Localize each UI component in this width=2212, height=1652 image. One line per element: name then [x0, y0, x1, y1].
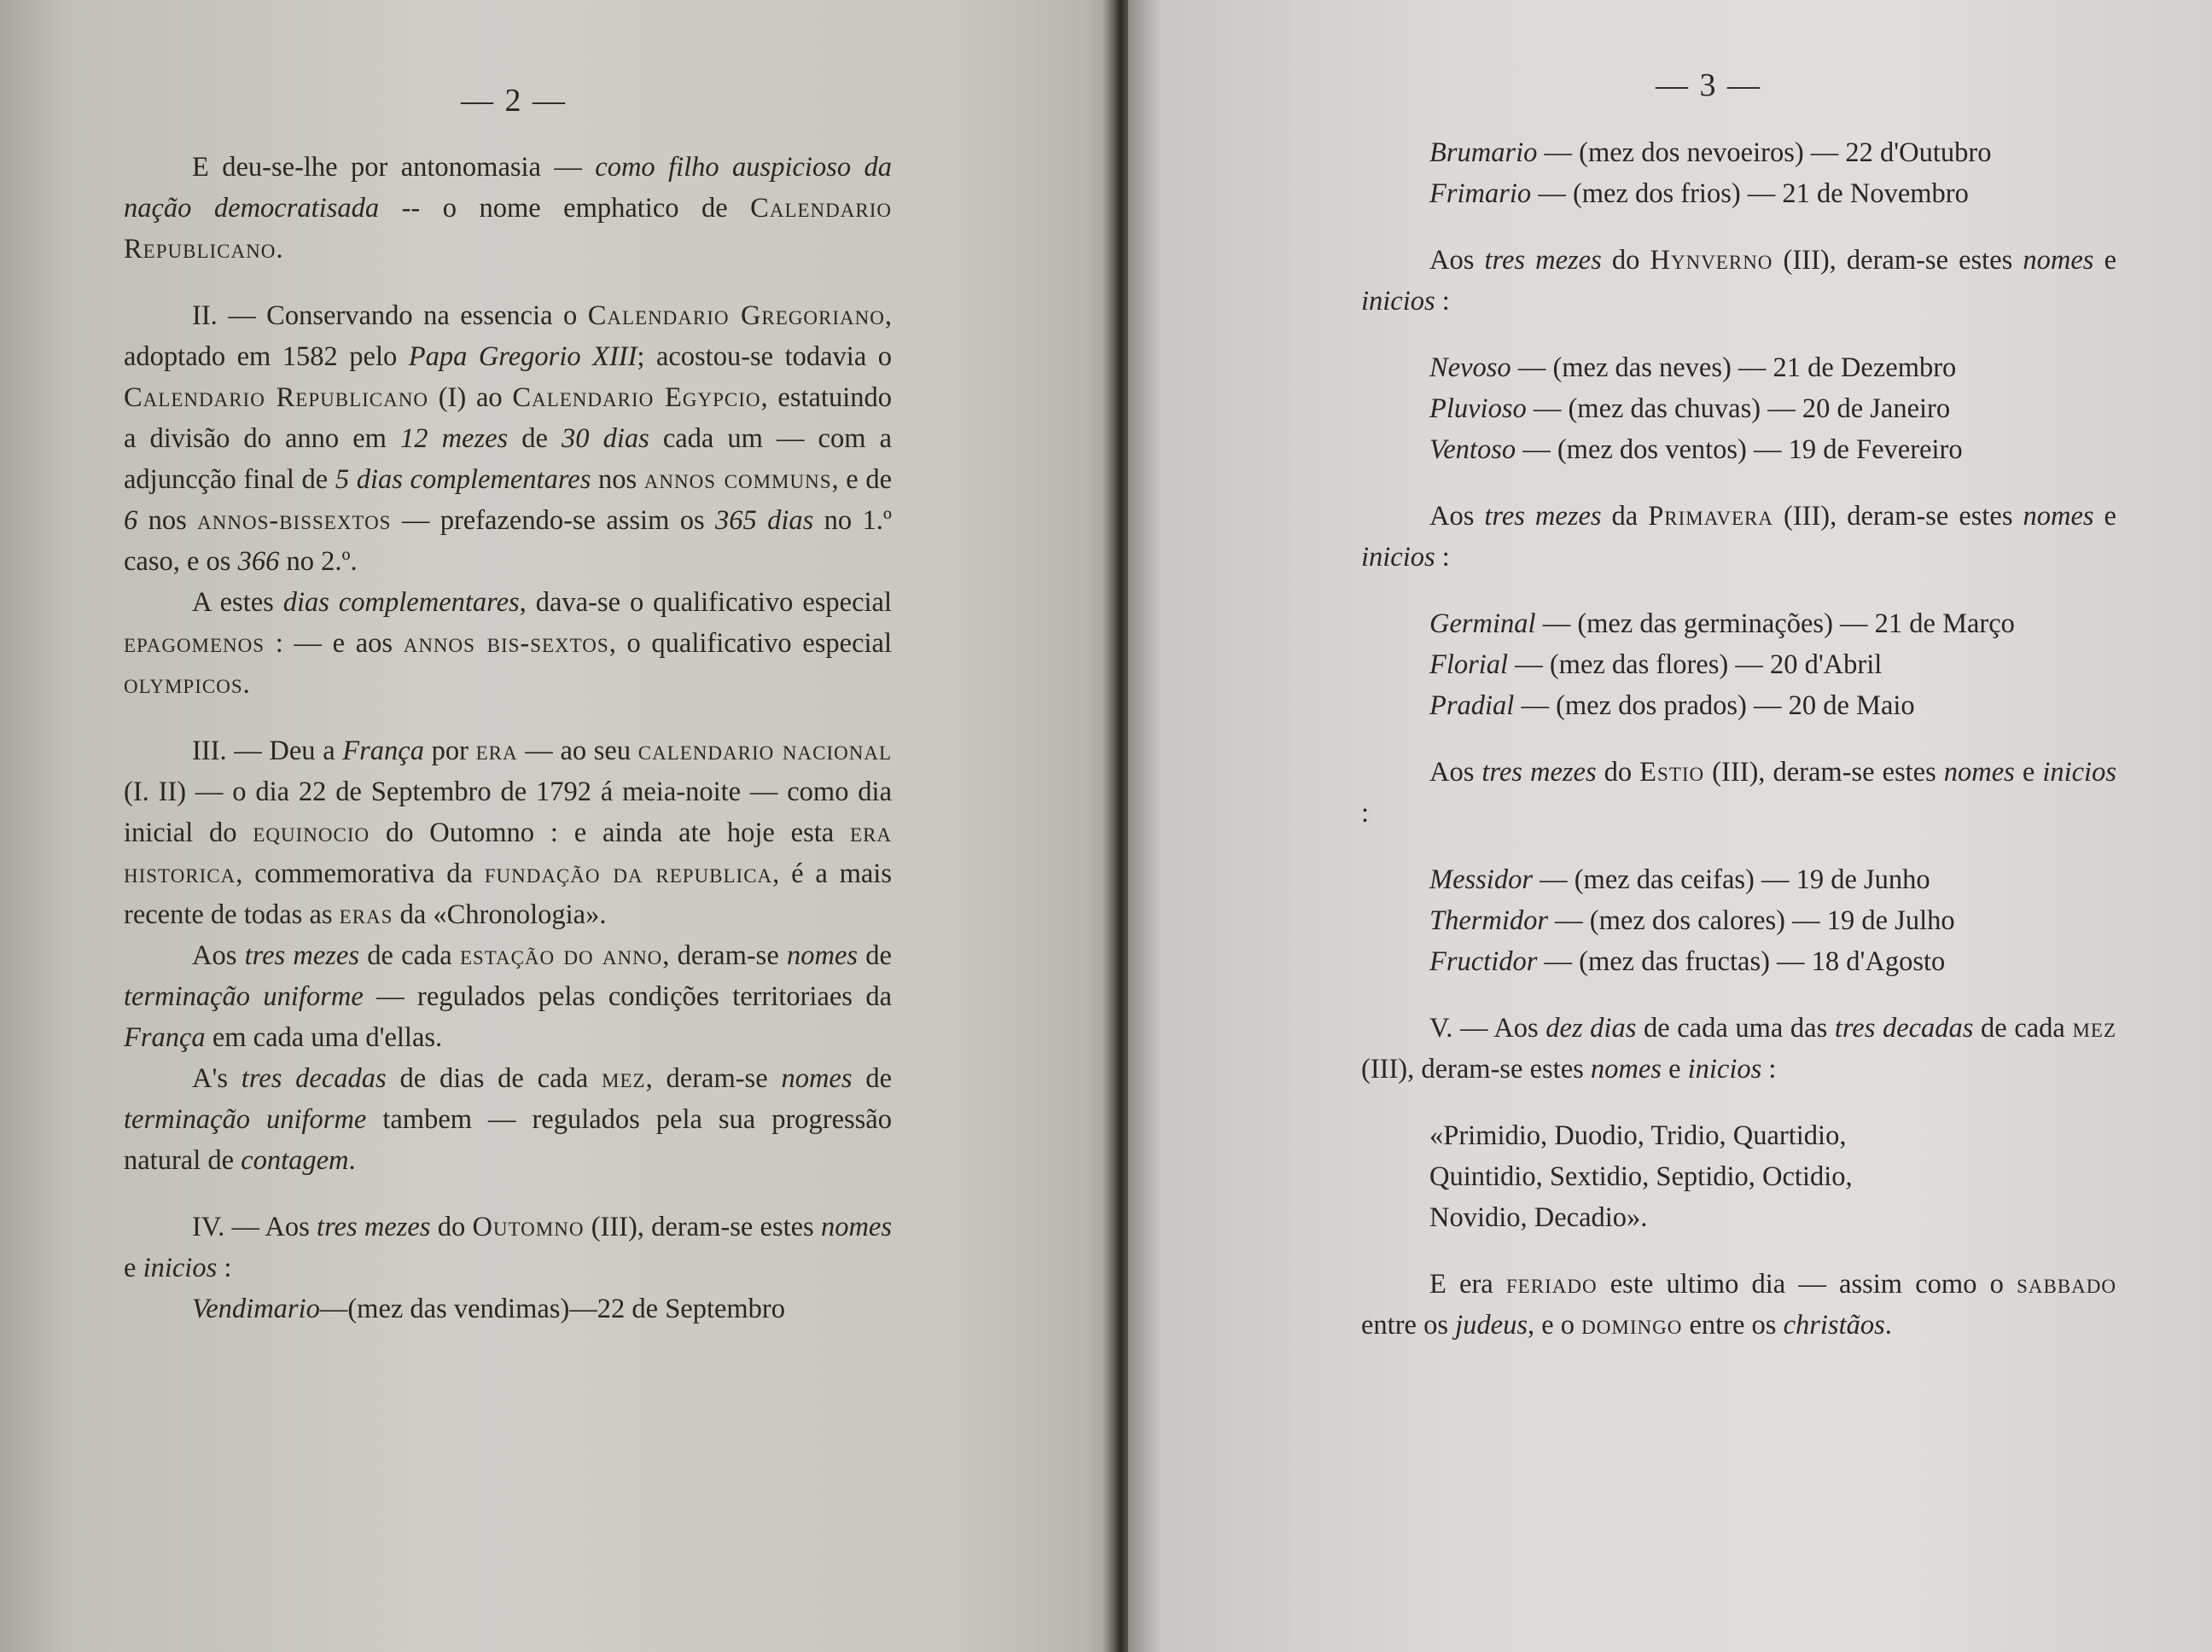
month-line [1429, 132, 2116, 173]
text-run: — (mez dos ventos) — 19 de Fevereiro [1516, 434, 1963, 465]
paragraph-intro [124, 147, 892, 270]
italic-text-run: nomes [820, 1212, 892, 1242]
italic-text-run: nomes [2023, 245, 2094, 276]
text-run: : — e aos [265, 628, 404, 659]
small-caps-text-run: Hynverno [1650, 245, 1773, 276]
small-caps-text-run: Calendario Egypcio [512, 382, 761, 413]
italic-text-run: Pradial [1429, 690, 1515, 721]
text-run: e [2093, 501, 2116, 532]
italic-text-run: Germinal [1429, 608, 1536, 639]
month-line [1429, 388, 2116, 429]
italic-text-run: terminação uniforme [124, 1104, 367, 1135]
italic-text-run: tres mezes [1484, 501, 1602, 532]
text-run: Aos [1429, 757, 1482, 788]
text-run: A's [192, 1063, 242, 1094]
italic-text-run: 6 [124, 505, 138, 536]
italic-text-run: tres decadas [1834, 1013, 1974, 1044]
italic-text-run: 5 dias complementares [335, 464, 591, 495]
page-number: — 3 — [1656, 67, 1761, 103]
text-run: . [276, 234, 283, 265]
text-run: tambem — regulados pela sua progressão natural de [124, 1104, 892, 1176]
text-run: II. — Conservando na essencia o [192, 300, 588, 331]
small-caps-text-run: calendario nacional [637, 736, 892, 766]
italic-text-run: terminação uniforme [124, 981, 364, 1012]
text-run: nos [137, 505, 198, 536]
text-run: : [1761, 1054, 1777, 1085]
month-line [1429, 603, 2116, 644]
text-run: — prefazendo-se assim os [391, 505, 715, 536]
small-caps-text-run: Primavera [1648, 501, 1773, 532]
text-run: em cada uma d'ellas. [205, 1022, 443, 1053]
italic-text-run: França [124, 1022, 206, 1053]
paragraph-section-ii [124, 295, 892, 582]
italic-text-run: Nevoso [1429, 352, 1511, 383]
text-run: — (mez dos nevoeiros) — 22 d'Outubro [1537, 137, 1992, 168]
italic-text-run: tres decadas [241, 1063, 387, 1094]
text-run: — (mez das ceifas) — 19 de Junho [1532, 864, 1930, 895]
text-run: e [2014, 757, 2043, 788]
small-caps-text-run: annos-bissextos [197, 505, 392, 536]
text-run: , é a mais recente de todas as [124, 858, 892, 930]
italic-text-run: dias complementares [282, 587, 520, 618]
italic-text-run: inicios [1361, 286, 1435, 317]
text-run: de cada [1973, 1013, 2073, 1044]
text-run: — (mez das germinações) — 21 de Março [1535, 608, 2015, 639]
text-run: , adoptado em 1582 pelo [124, 300, 892, 372]
text-run: — (mez dos frios) — 21 de Novembro [1531, 178, 1969, 209]
italic-text-run: França [342, 736, 424, 766]
italic-text-run: dez dias [1545, 1013, 1637, 1044]
small-caps-text-run: feriado [1505, 1269, 1598, 1300]
text-run: IV. — Aos [192, 1212, 317, 1242]
text-run: do [1601, 245, 1650, 276]
italic-text-run: inicios [143, 1253, 218, 1283]
text-run: Aos [1429, 245, 1485, 276]
month-line [1429, 644, 2116, 685]
text-run: da «Chronologia». [393, 899, 607, 930]
text-run: (I) ao [428, 382, 513, 413]
italic-text-run: Frimario [1429, 178, 1532, 209]
text-run: , e de [831, 464, 892, 495]
italic-text-run: nomes [2023, 501, 2094, 532]
decade-days-line: Novidio, Decadio». [1429, 1202, 1648, 1233]
italic-text-run: 366 [237, 546, 280, 577]
small-caps-text-run: era [475, 736, 518, 766]
text-run: de [508, 423, 562, 454]
text-run: : [217, 1253, 232, 1283]
text-run: -- o nome emphatico de [379, 193, 751, 224]
italic-text-run: Vendimario [192, 1294, 320, 1324]
small-caps-text-run: domingo [1581, 1310, 1683, 1341]
text-run: . [1884, 1310, 1892, 1341]
small-caps-text-run: Calendario Republicano [124, 193, 892, 265]
left-text-column [124, 147, 892, 1329]
text-run: no 1.º caso, e os [124, 505, 892, 577]
right-text-column [1361, 132, 2116, 1346]
paragraph-seasons [124, 935, 892, 1058]
italic-text-run: Ventoso [1429, 434, 1516, 465]
text-run: de cada [359, 940, 460, 971]
italic-text-run: 12 mezes [400, 423, 509, 454]
text-run: : [1435, 286, 1450, 317]
text-run: — (mez dos prados) — 20 de Maio [1514, 690, 1915, 721]
italic-text-run: Florial [1429, 649, 1509, 680]
small-caps-text-run: Outomno [472, 1212, 585, 1242]
text-run: — ao seu [517, 736, 638, 766]
italic-text-run: Thermidor [1429, 905, 1549, 936]
text-run: , dava-se o qualificativo especial [519, 587, 892, 618]
text-run: por [423, 736, 476, 766]
text-run: este ultimo dia — assim como o [1597, 1269, 2017, 1300]
text-run: , estatuindo a divisão do anno em [124, 382, 892, 454]
italic-text-run: nomes [787, 940, 859, 971]
text-run: — (mez das chuvas) — 20 de Janeiro [1526, 393, 1951, 424]
text-run: do Outomno : e ainda ate hoje esta [370, 817, 851, 848]
italic-text-run: nomes [1943, 757, 2015, 788]
small-caps-text-run: eras [339, 899, 393, 930]
italic-text-run: tres mezes [244, 940, 360, 971]
month-line [1429, 347, 2116, 388]
small-caps-text-run: sabbado [2017, 1269, 2116, 1300]
italic-text-run: tres mezes [1481, 757, 1597, 788]
italic-text-run: Papa Gregorio XIII [408, 341, 637, 372]
text-run: cada um — com a adjuncção final de [124, 423, 892, 495]
text-run: , e o [1527, 1310, 1582, 1341]
text-run: E deu-se-lhe por antonomasia — [192, 152, 596, 183]
text-run: de cada uma das [1636, 1013, 1835, 1044]
italic-text-run: como filho auspicioso da nação democratisada [124, 152, 892, 224]
summer-month-list [1361, 859, 2116, 982]
month-line-vendimario [192, 1288, 892, 1329]
text-run: Aos [192, 940, 245, 971]
italic-text-run: Brumario [1429, 137, 1538, 168]
text-run: , o qualificativo especial [608, 628, 892, 659]
text-run: e [2093, 245, 2116, 276]
text-run: , deram-se [645, 1063, 782, 1094]
italic-text-run: inicios [2042, 757, 2116, 788]
page-number: — 2 — [461, 83, 567, 119]
italic-text-run: inicios [1687, 1054, 1762, 1085]
text-run: . [348, 1145, 356, 1176]
small-caps-text-run: annos bis-sextos [403, 628, 609, 659]
text-run: do [430, 1212, 473, 1242]
month-line [1429, 859, 2116, 900]
month-line [1429, 941, 2116, 982]
text-run: de [858, 940, 892, 971]
small-caps-text-run: mez [602, 1063, 646, 1094]
decade-day-names [1361, 1115, 2116, 1238]
paragraph-epagomenos [124, 582, 892, 705]
text-run: nos [591, 464, 644, 495]
text-run: e [1661, 1054, 1688, 1085]
text-run: do [1596, 757, 1640, 788]
paragraph-winter [1361, 240, 2116, 322]
winter-month-list [1361, 347, 2116, 470]
text-run: — (mez das neves) — 21 de Dezembro [1511, 352, 1957, 383]
text-run: (III), deram-se estes [1704, 757, 1944, 788]
italic-text-run: inicios [1361, 542, 1435, 573]
italic-text-run: Pluvioso [1429, 393, 1527, 424]
text-run: : [1361, 798, 1370, 829]
small-caps-text-run: Calendario Republicano [124, 382, 428, 413]
text-run: da [1601, 501, 1649, 532]
paragraph-summer [1361, 752, 2116, 834]
decade-days-line: Quintidio, Sextidio, Septidio, Octidio, [1429, 1161, 1853, 1192]
italic-text-run: tres mezes [317, 1212, 431, 1242]
text-run: entre os [1361, 1310, 1456, 1341]
text-run: e [124, 1253, 143, 1283]
text-run: ; acostou-se todavia o [637, 341, 892, 372]
text-run: —(mez das vendimas)—22 de Septembro [319, 1294, 785, 1324]
text-run: , deram-se [662, 940, 787, 971]
month-line [1429, 900, 2116, 941]
text-run: (III), deram-se estes [1773, 245, 2023, 276]
paragraph-feriado [1361, 1264, 2116, 1346]
italic-text-run: Messidor [1429, 864, 1533, 895]
spring-month-list [1361, 603, 2116, 726]
italic-text-run: nomes [1590, 1054, 1662, 1085]
text-run: . [242, 669, 250, 700]
text-run: III. — Deu a [192, 736, 343, 766]
paragraph-decades [124, 1058, 892, 1181]
decade-days-line: «Primidio, Duodio, Tridio, Quartidio, [1429, 1120, 1847, 1151]
small-caps-text-run: mez [2072, 1013, 2116, 1044]
italic-text-run: contagem [241, 1145, 349, 1176]
text-run: (III), deram-se estes [1361, 1054, 1591, 1085]
italic-text-run: 30 dias [562, 423, 649, 454]
text-run: , commemorativa da [236, 858, 485, 889]
italic-text-run: tres mezes [1484, 245, 1602, 276]
text-run: de dias de cada [386, 1063, 602, 1094]
autumn-month-list [1361, 132, 2116, 214]
italic-text-run: nomes [781, 1063, 853, 1094]
text-run: (III), deram-se estes [1773, 501, 2023, 532]
small-caps-text-run: Calendario Gregoriano [587, 300, 885, 331]
paragraph-section-iv [124, 1207, 892, 1288]
small-caps-text-run: epagomenos [124, 628, 265, 659]
small-caps-text-run: estação do anno [459, 940, 663, 971]
text-run: (III), deram-se estes [584, 1212, 821, 1242]
text-run: : [1435, 542, 1450, 573]
month-line [1429, 685, 2116, 726]
text-run: — (mez das fructas) — 18 d'Agosto [1537, 946, 1946, 977]
text-run: V. — Aos [1429, 1013, 1546, 1044]
month-line [1429, 173, 2116, 214]
italic-text-run: judeus [1455, 1310, 1528, 1341]
small-caps-text-run: Estio [1639, 757, 1705, 788]
italic-text-run: christãos [1783, 1310, 1885, 1341]
month-line [1429, 429, 2116, 470]
text-run: — (mez das flores) — 20 d'Abril [1508, 649, 1883, 680]
text-run: — (mez dos calores) — 19 de Julho [1548, 905, 1955, 936]
text-run: — regulados pelas condições territoriaes da [363, 981, 893, 1012]
small-caps-text-run: equinocio [253, 817, 370, 848]
text-run: A estes [192, 587, 283, 618]
paragraph-spring [1361, 496, 2116, 578]
small-caps-text-run: fundação da republica [484, 858, 773, 889]
text-run: Aos [1429, 501, 1485, 532]
paragraph-section-iii [124, 730, 892, 935]
paragraph-section-v [1361, 1008, 2116, 1090]
small-caps-text-run: annos communs [643, 464, 832, 495]
italic-text-run: Fructidor [1429, 946, 1538, 977]
text-run: entre os [1682, 1310, 1784, 1341]
text-run: E era [1429, 1269, 1506, 1300]
italic-text-run: 365 dias [715, 505, 814, 536]
small-caps-text-run: era historica [124, 817, 893, 889]
text-run: de [852, 1063, 892, 1094]
small-caps-text-run: olympicos [124, 669, 243, 700]
text-run: no 2.º. [279, 546, 358, 577]
text-run: (I. II) — o dia 22 de Septembro de 1792 á meia-noite — como dia inicial do [124, 777, 892, 848]
